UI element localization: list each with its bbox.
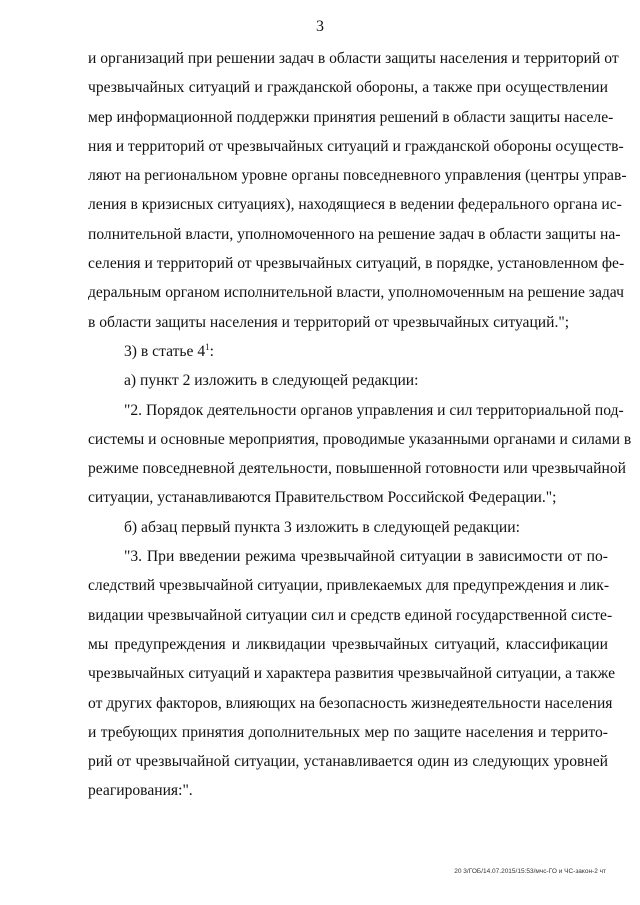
paragraph-item-3: [88, 337, 608, 366]
text-line: полнительной власти, уполномоченного на решение задач в области защиты на-: [88, 225, 621, 243]
text-line: б) абзац первый пункта 3 изложить в следующей редакции:: [124, 518, 520, 536]
paragraph-subitem-b: [88, 513, 608, 542]
text-line: и требующих принятия дополнительных мер по защите населения и террито-: [88, 723, 608, 741]
text-line: ляют на региональном уровне органы повседневного управления (центры управ-: [88, 167, 627, 185]
paragraph-continuation: [88, 44, 627, 337]
text-line: от других факторов, влияющих на безопасность жизнедеятельности населения: [88, 694, 613, 712]
superscript: 1: [205, 341, 210, 352]
text-line: в области защиты населения и территорий от чрезвычайных ситуаций.";: [88, 313, 570, 331]
text-line: режиме повседневной деятельности, повышенной готовности или чрезвычайной: [88, 460, 627, 478]
text-line: ления в кризисных ситуациях), находящиеся в ведении федерального органа ис-: [88, 196, 622, 214]
text-line: рий от чрезвычайной ситуации, устанавливается один из следующих уровней: [88, 753, 608, 771]
text-line: следствий чрезвычайной ситуации, привлекаемых для предупреждения и лик-: [88, 577, 610, 595]
text-line: чрезвычайных ситуаций и характера развития чрезвычайной ситуации, а также: [88, 665, 615, 683]
text-line: "3. При введении режима чрезвычайной ситуации в зависимости от по-: [124, 548, 608, 566]
text-line: системы и основные мероприятия, проводимые указанными органами и силами в: [88, 430, 632, 448]
item-suffix: :: [209, 342, 214, 360]
footer-code: 20 3/ГОБ/14.07.2015/15:53/мчс-ГО и ЧС-закон-2 чт: [454, 868, 606, 875]
text-line: селения и территорий от чрезвычайных ситуаций, в порядке, установленном фе-: [88, 255, 625, 273]
text-line: деральным органом исполнительной власти, уполномоченным на решение задач: [88, 284, 624, 302]
page-number: 3: [316, 18, 324, 35]
text-line: мы предупреждения и ликвидации чрезвычайных ситуаций, классификации: [88, 635, 608, 653]
text-line: ния и территорий от чрезвычайных ситуаций и гражданской обороны осуществ-: [88, 137, 624, 155]
item-text: 3) в статье 4: [124, 342, 206, 360]
paragraph-quote-3: [88, 542, 615, 806]
text-line: реагирования:".: [88, 782, 193, 800]
text-line: и организаций при решении задач в области защиты населения и территорий от: [88, 50, 619, 67]
text-line: "2. Порядок деятельности органов управления и сил территориальной под-: [124, 401, 624, 419]
paragraph-subitem-a: [88, 366, 608, 395]
text-line: чрезвычайных ситуаций и гражданской обороны, а также при осуществлении: [88, 79, 608, 97]
text-line: ситуации, устанавливаются Правительством Российской Федерации.";: [88, 489, 557, 507]
text-line: а) пункт 2 изложить в следующей редакции:: [124, 372, 419, 390]
document-body: [88, 44, 632, 806]
text-line: мер информационной поддержки принятия решений в области защиты населе-: [88, 108, 614, 126]
text-line: [88, 337, 608, 366]
paragraph-quote-2: [88, 396, 632, 513]
text-line: видации чрезвычайной ситуации сил и средств единой государственной систе-: [88, 606, 613, 624]
